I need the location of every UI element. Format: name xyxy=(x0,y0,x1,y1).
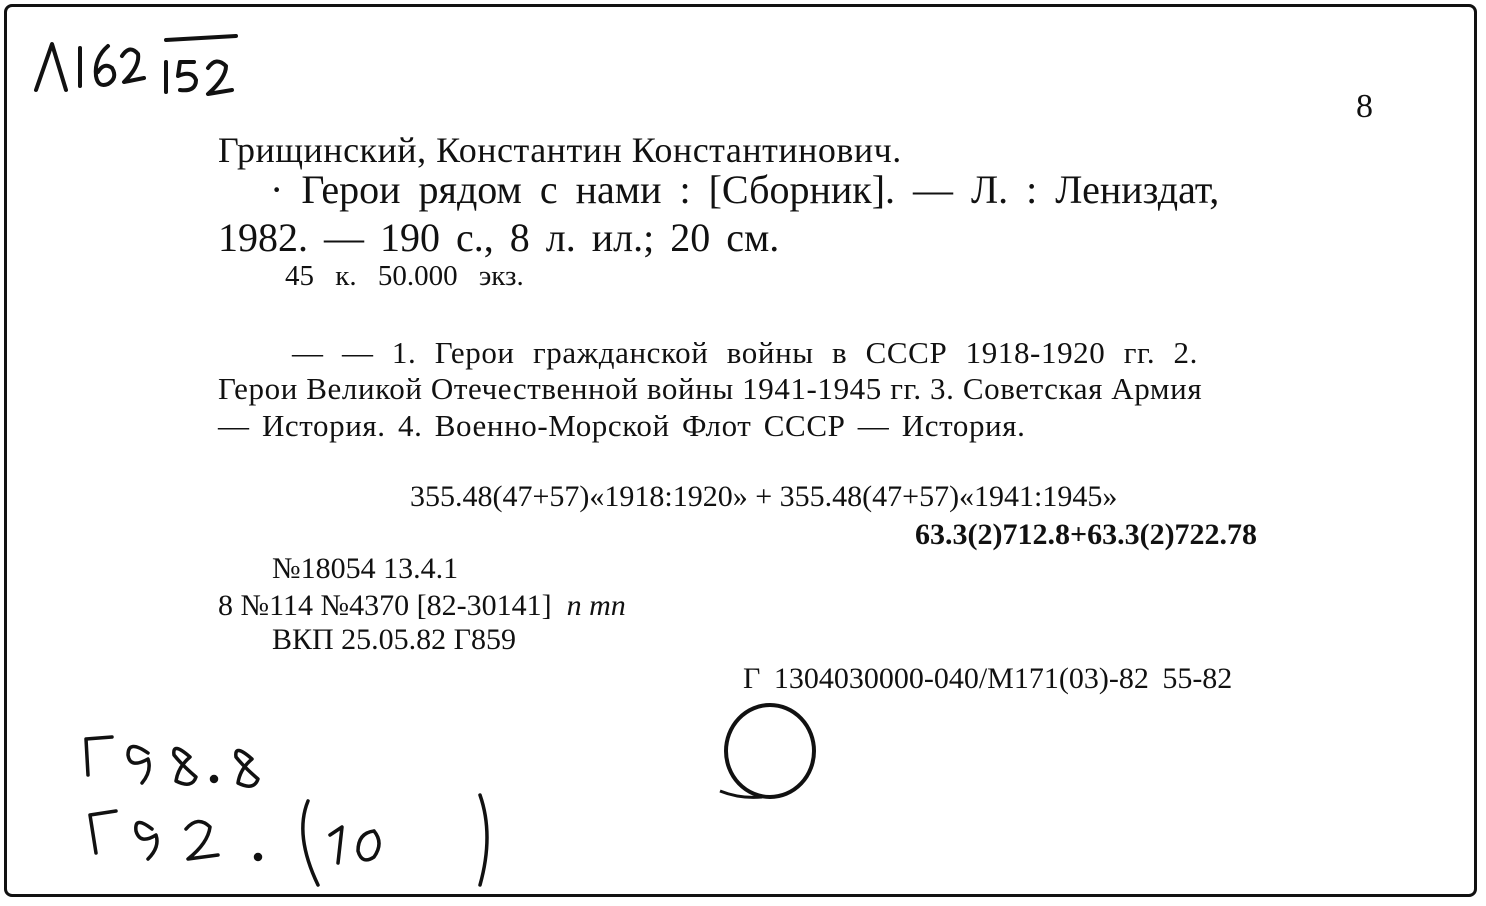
vkp-line: ВКП 25.05.82 Г859 xyxy=(272,623,517,656)
subjects-line: — — 1. Герои гражданской войны в СССР 1918-1920 гг. 2. xyxy=(292,335,1199,370)
catalog-numbers: 8 №114 №4370 [82-30141] xyxy=(218,589,552,622)
handwritten-class-notes xyxy=(70,725,520,895)
catalog-number-line: №18054 13.4.1 xyxy=(272,552,459,585)
bbk-classification: 63.3(2)712.8+63.3(2)722.78 xyxy=(915,518,1258,551)
catalog-number-line xyxy=(218,591,626,621)
card-number: 8 xyxy=(1356,88,1373,125)
subjects-line: — История. 4. Военно-Морской Флот СССР — История. xyxy=(218,408,1026,443)
price-and-run-line: 45 к. 50.000 экз. xyxy=(285,260,524,292)
card-hole xyxy=(710,695,830,815)
title-line: · Герои рядом с нами : [Сборник]. — Л. : Лениздат, xyxy=(270,167,1220,212)
handwritten-shelf-mark xyxy=(26,18,266,108)
author-heading: Грищинский, Константин Константинович. xyxy=(218,130,902,170)
udc-classification: 355.48(47+57)«1918:1920» + 355.48(47+57)«1941:1945» xyxy=(410,480,1118,513)
publication-index: Г 1304030000-040/М171(03)-82 55-82 xyxy=(743,662,1233,695)
imprint-line: 1982. — 190 с., 8 л. ил.; 20 см. xyxy=(218,215,780,260)
subjects-line: Герои Великой Отечественной войны 1941-1945 гг. 3. Советская Армия xyxy=(218,371,1203,406)
catalog-suffix: п тп xyxy=(566,589,626,622)
